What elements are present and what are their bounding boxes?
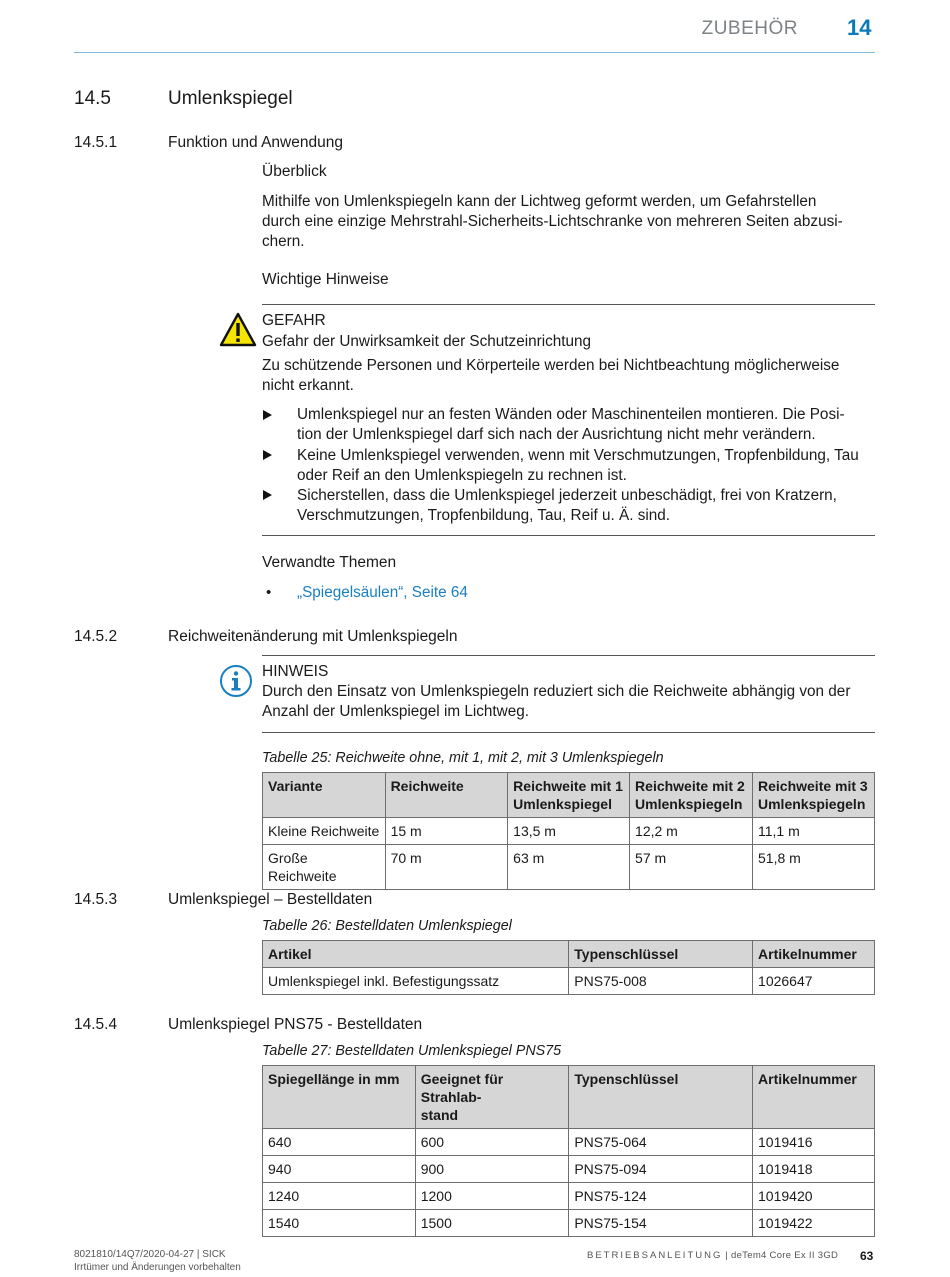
- table-row: [263, 845, 875, 890]
- table-cell: PNS75-008: [569, 968, 753, 995]
- table-header-cell: Typenschlüssel: [569, 941, 753, 968]
- table-cell: 15 m: [385, 818, 508, 845]
- table-cell: 51,8 m: [753, 845, 875, 890]
- table-cell: 1019420: [753, 1183, 875, 1210]
- danger-subtitle: Gefahr der Unwirksamkeit der Schutzeinrichtung: [262, 333, 592, 350]
- table-header-cell: Spiegellänge in mm: [263, 1066, 416, 1129]
- table-header-cell: Variante: [263, 773, 386, 818]
- danger-bullet: Sicherstellen, dass die Umlenkspiegel jederzeit unbeschädigt, frei von Kratzern, Verschmutzungen, Tropfenbildung, Tau, Reif u. Ä. sind.: [297, 487, 837, 524]
- table-cell: 1026647: [753, 968, 875, 995]
- danger-bullet: Umlenkspiegel nur an festen Wänden oder Maschinenteilen montieren. Die Posi- tion der Umlenkspiegel darf sich nach der Ausrichtung nicht mehr verändern.: [297, 406, 845, 443]
- order-table: [262, 940, 875, 995]
- table-caption: Tabelle 25: Reichweite ohne, mit 1, mit 2, mit 3 Umlenkspiegeln: [262, 750, 664, 766]
- table-cell: 1500: [415, 1210, 569, 1237]
- table-cell: 600: [415, 1129, 569, 1156]
- table-header-cell: Artikelnummer: [753, 941, 875, 968]
- table-header-row: [263, 1066, 875, 1129]
- table-cell: 1200: [415, 1183, 569, 1210]
- table-cell: Umlenkspiegel inkl. Befestigungssatz: [263, 968, 569, 995]
- table-row: [263, 1183, 875, 1210]
- table-cell: 1240: [263, 1183, 416, 1210]
- table-header-cell: Typenschlüssel: [569, 1066, 753, 1129]
- overview-heading: Überblick: [262, 163, 327, 180]
- table-cell: 940: [263, 1156, 416, 1183]
- footer-doc-id: 8021810/14Q7/2020-04-27 | SICK Irrtümer und Änderungen vorbehalten: [74, 1249, 241, 1273]
- section-number: 14.5: [74, 88, 111, 109]
- table-header-cell: Artikelnummer: [753, 1066, 875, 1129]
- table-row: [263, 1156, 875, 1183]
- related-heading: Verwandte Themen: [262, 554, 397, 571]
- subsection-number: 14.5.4: [74, 1016, 118, 1033]
- table-row: [263, 968, 875, 995]
- notes-heading: Wichtige Hinweise: [262, 271, 389, 288]
- bullet-arrow-icon: [263, 450, 272, 460]
- bullet-arrow-icon: [263, 410, 272, 420]
- table-header-cell: Reichweite mit 3 Umlenkspiegeln: [753, 773, 875, 818]
- table-header-row: [263, 941, 875, 968]
- table-header-row: [263, 773, 875, 818]
- table-cell: PNS75-094: [569, 1156, 753, 1183]
- table-cell: 900: [415, 1156, 569, 1183]
- subsection-title: Reichweitenänderung mit Umlenkspiegeln: [168, 628, 458, 645]
- table-cell: PNS75-154: [569, 1210, 753, 1237]
- table-cell: 640: [263, 1129, 416, 1156]
- subsection-title: Funktion und Anwendung: [168, 134, 343, 151]
- subsection-number: 14.5.2: [74, 628, 118, 645]
- header-rule: [74, 52, 875, 53]
- table-cell: 57 m: [630, 845, 753, 890]
- table-caption: Tabelle 26: Bestelldaten Umlenkspiegel: [262, 918, 512, 934]
- table-cell: 13,5 m: [508, 818, 630, 845]
- table-cell: 1019418: [753, 1156, 875, 1183]
- subsection-title: Umlenkspiegel – Bestelldaten: [168, 891, 373, 908]
- table-cell: 1019416: [753, 1129, 875, 1156]
- danger-top-rule: [262, 304, 875, 305]
- subsection-number: 14.5.3: [74, 891, 118, 908]
- table-header-cell: Reichweite mit 2 Umlenkspiegeln: [630, 773, 753, 818]
- table-cell: 1019422: [753, 1210, 875, 1237]
- table-cell: 1540: [263, 1210, 416, 1237]
- table-caption: Tabelle 27: Bestelldaten Umlenkspiegel PNS75: [262, 1043, 562, 1059]
- section-title: Umlenkspiegel: [168, 88, 293, 109]
- table-cell: Kleine Reichweite: [263, 818, 386, 845]
- danger-bottom-rule: [262, 535, 875, 536]
- table-header-cell: Reichweite mit 1 Umlenkspiegel: [508, 773, 630, 818]
- warning-triangle-icon: [219, 312, 257, 347]
- table-row: [263, 1129, 875, 1156]
- subsection-number: 14.5.1: [74, 134, 118, 151]
- note-label: HINWEIS: [262, 663, 329, 680]
- table-header-cell: Reichweite: [385, 773, 508, 818]
- range-table: [262, 772, 875, 890]
- note-top-rule: [262, 655, 875, 656]
- table-row: [263, 1210, 875, 1237]
- chapter-number: 14: [847, 15, 872, 40]
- table-cell: Große Reichweite: [263, 845, 386, 890]
- table-cell: PNS75-064: [569, 1129, 753, 1156]
- table-cell: 70 m: [385, 845, 508, 890]
- table-cell: 12,2 m: [630, 818, 753, 845]
- pns75-order-table: [262, 1065, 875, 1237]
- page-number: 63: [860, 1249, 874, 1263]
- danger-bullet: Keine Umlenkspiegel verwenden, wenn mit Verschmutzungen, Tropfenbildung, Tau oder Reif an den Umlenkspiegeln zu rechnen ist.: [297, 447, 859, 484]
- note-text: Durch den Einsatz von Umlenkspiegeln reduziert sich die Reichweite abhängig von der Anzahl der Umlenkspiegel im Lichtweg.: [262, 683, 851, 720]
- table-header-cell: Artikel: [263, 941, 569, 968]
- note-bottom-rule: [262, 732, 875, 733]
- info-icon: [219, 664, 253, 698]
- related-link[interactable]: „Spiegelsäulen“, Seite 64: [297, 584, 468, 601]
- danger-label: GEFAHR: [262, 312, 326, 329]
- bullet-dot-icon: •: [266, 584, 272, 601]
- table-cell: 63 m: [508, 845, 630, 890]
- danger-text: Zu schützende Personen und Körperteile werden bei Nichtbeachtung möglicherweise nicht erkannt.: [262, 357, 840, 394]
- table-row: [263, 818, 875, 845]
- table-cell: PNS75-124: [569, 1183, 753, 1210]
- bullet-arrow-icon: [263, 490, 272, 500]
- chapter-title: ZUBEHÖR: [701, 18, 798, 39]
- subsection-title: Umlenkspiegel PNS75 - Bestelldaten: [168, 1016, 423, 1033]
- footer-doc-info: BETRIEBSANLEITUNG | deTem4 Core Ex II 3GD: [587, 1250, 839, 1261]
- overview-paragraph: Mithilfe von Umlenkspiegeln kann der Lichtweg geformt werden, um Gefahrstellen durch eine einzige Mehrstrahl-Sicherheits-Lichtschranke von mehreren Seiten abzusi- chern.: [262, 193, 843, 250]
- table-header-cell: Geeignet für Strahlab- stand: [415, 1066, 569, 1129]
- table-cell: 11,1 m: [753, 818, 875, 845]
